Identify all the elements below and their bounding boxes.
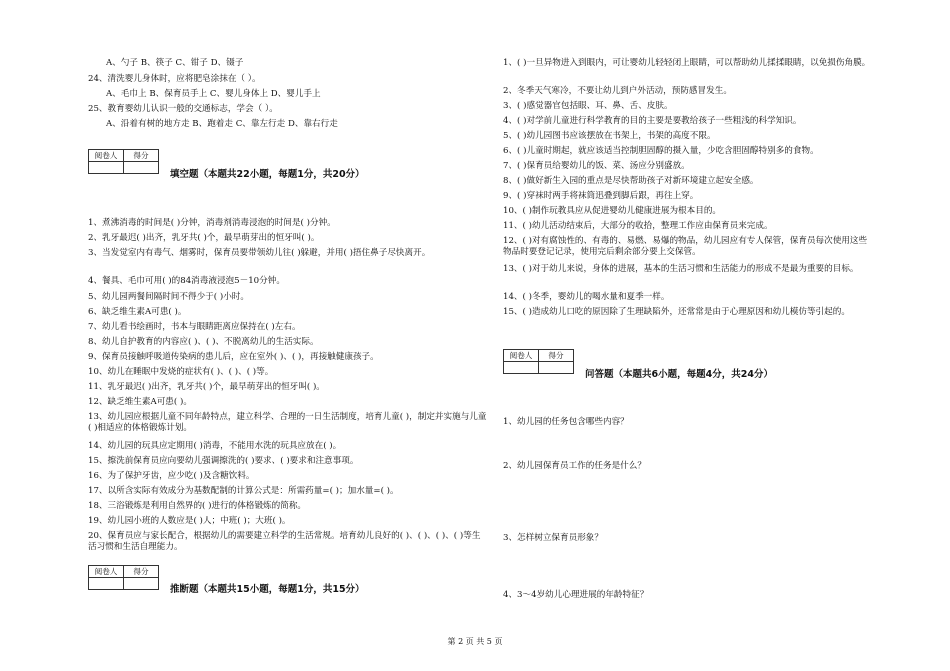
score-label: 得分 bbox=[539, 350, 574, 362]
judge-item-5: 5、( )幼儿园图书应该摆放在书架上，书架的高度不限。 bbox=[503, 131, 716, 141]
judge-item-9: 9、( )穿袜时两手将袜筒迅叠到脚后跟，再往上穿。 bbox=[503, 191, 699, 201]
fill-item-10: 10、幼儿在睡眠中发烧的症状有( )、( )、( )等。 bbox=[88, 367, 274, 377]
fill-item-18: 18、三浴锻炼是利用自然界的( )进行的体格锻炼的简称。 bbox=[88, 501, 307, 511]
fill-item-17: 17、以所含实际有效成分为基数配制的计算公式是：所需药量=( )；加水量=( )。 bbox=[88, 486, 399, 496]
judge-item-14: 14、( )冬季，婴幼儿的喝水量和夏季一样。 bbox=[503, 292, 670, 302]
fill-item-5: 5、幼儿园两餐间隔时间不得少于( )小时。 bbox=[88, 292, 249, 302]
fill-item-12: 12、缺乏维生素A可患( )。 bbox=[88, 397, 192, 407]
fill-item-7: 7、幼儿看书绘画时，书本与眼睛距离应保持在( )左右。 bbox=[88, 322, 301, 332]
judge-section-title: 推断题（本题共15小题，每题1分，共15分） bbox=[170, 584, 365, 595]
fill-item-19: 19、幼儿园小班的人数应是( )人；中班( )；大班( )。 bbox=[88, 516, 291, 526]
score-label: 得分 bbox=[124, 150, 159, 162]
fill-item-16: 16、为了保护牙齿，应少吃( )及含糖饮料。 bbox=[88, 471, 255, 481]
reviewer-label: 阅卷人 bbox=[89, 566, 124, 578]
fill-item-8: 8、幼儿自护教育的内容应( )、( )、不脱离幼儿的生活实际。 bbox=[88, 337, 319, 347]
fill-item-4: 4、餐具、毛巾可用( )的84消毒液浸泡5－10分钟。 bbox=[88, 276, 285, 286]
judge-item-8: 8、( )做好新生入园的重点是尽快帮助孩子对新环境建立起安全感。 bbox=[503, 176, 759, 186]
score-label: 得分 bbox=[124, 566, 159, 578]
qa-item-2: 2、幼儿园保育员工作的任务是什么？ bbox=[503, 461, 646, 471]
score-box-judge bbox=[88, 565, 159, 590]
qa-section-title: 问答题（本题共6小题，每题4分，共24分） bbox=[585, 369, 773, 380]
judge-item-2: 2、冬季天气寒冷，不要让幼儿到户外活动，预防感冒发生。 bbox=[503, 86, 732, 96]
score-box-qa bbox=[503, 349, 574, 374]
fill-item-1: 1、煮沸消毒的时间是( )分钟，消毒剂消毒浸泡的时间是( )分钟。 bbox=[88, 218, 336, 228]
judge-item-6: 6、( )儿童时期起，就应该适当控制胆固醇的摄入量，少吃含胆固醇特别多的食物。 bbox=[503, 146, 819, 156]
mc-options-25: A、沿着有树的地方走 B、跑着走 C、靠左行走 D、靠右行走 bbox=[106, 119, 338, 129]
judge-item-15: 15、( )造成幼儿口吃的原因除了生理缺陷外，还常常是由于心理原因和幼儿模仿等引起的。 bbox=[503, 307, 850, 317]
mc-question-25: 25、教育婴幼儿认识一般的交通标志，学会（ ）。 bbox=[88, 104, 278, 114]
qa-item-4: 4、3～4岁幼儿心理进展的年龄特征？ bbox=[503, 590, 649, 600]
fill-item-2: 2、乳牙最迟( )出齐，乳牙共( )个，最早萌芽出的恒牙叫( )。 bbox=[88, 233, 320, 243]
judge-item-4: 4、( )对学前儿童进行科学教育的目的主要是要教给孩子一些粗浅的科学知识。 bbox=[503, 116, 802, 126]
fill-item-9: 9、保育员接触呼吸道传染病的患儿后，应在室外( )、( )，再接触健康孩子。 bbox=[88, 352, 379, 362]
judge-item-10: 10、( )制作玩教具应从促进婴幼儿健康进展为根本目的。 bbox=[503, 206, 722, 216]
fill-item-6: 6、缺乏维生素A可患( )。 bbox=[88, 307, 187, 317]
reviewer-cell bbox=[89, 578, 124, 590]
judge-item-13: 13、( )对于幼儿来说，身体的进展，基本的生活习惯和生活能力的形成不是最为重要的目标。 bbox=[503, 264, 859, 274]
qa-item-3: 3、怎样树立保育员形象？ bbox=[503, 533, 603, 543]
fill-item-14: 14、幼儿园的玩具应定期用( )消毒，不能用水洗的玩具应放在( )。 bbox=[88, 441, 342, 451]
score-cell bbox=[124, 162, 159, 174]
judge-item-1: 1、( )一旦异物进入到眼内，可让婴幼儿轻轻闭上眼睛，可以帮助幼儿揉揉眼睛，以免损伤角膜。 bbox=[503, 58, 871, 68]
judge-item-7: 7、( )保育员给婴幼儿的饭、菜、汤应分别盛放。 bbox=[503, 161, 690, 171]
fill-item-15: 15、擦洗前保育员应向要幼儿强调擦洗的( )要求、( )要求和注意事项。 bbox=[88, 456, 359, 466]
page-footer: 第 2 页 共 5 页 bbox=[447, 637, 503, 646]
fill-item-11: 11、乳牙最迟( )出齐，乳牙共( )个，最早萌芽出的恒牙叫( )。 bbox=[88, 382, 325, 392]
reviewer-cell bbox=[89, 162, 124, 174]
fill-item-3: 3、当发觉室内有毒气、烟雾时，保育员要带领幼儿往( )躲避，并用( )捂住鼻子尽快离开。 bbox=[88, 248, 431, 258]
score-box-fill bbox=[88, 149, 159, 174]
reviewer-cell bbox=[504, 362, 539, 374]
reviewer-label: 阅卷人 bbox=[89, 150, 124, 162]
fill-item-13: 13、幼儿园应根据儿童不同年龄特点，建立科学、合理的一日生活制度，培育儿童( )，制定并实施与儿童( )相适应的体格锻炼计划。 bbox=[88, 412, 487, 433]
judge-item-3: 3、( )感觉器官包括眼、耳、鼻、舌、皮肤。 bbox=[503, 101, 673, 111]
qa-item-1: 1、幼儿园的任务包含哪些内容？ bbox=[503, 417, 629, 427]
score-cell bbox=[539, 362, 574, 374]
fill-section-title: 填空题（本题共22小题，每题1分，共20分） bbox=[170, 169, 365, 180]
mc-option-line: A、勺子 B、筷子 C、钳子 D、镊子 bbox=[106, 58, 244, 68]
mc-options-24: A、毛巾上 B、保育员手上 C、婴儿身体上 D、婴儿手上 bbox=[106, 89, 321, 99]
reviewer-label: 阅卷人 bbox=[504, 350, 539, 362]
score-cell bbox=[124, 578, 159, 590]
fill-item-20: 20、保育员应与家长配合，根据幼儿的需要建立科学的生活常规。培育幼儿良好的( )、( )、( )、( )等生活习惯和生活自理能力。 bbox=[88, 531, 481, 552]
mc-question-24: 24、清洗婴儿身体时，应将肥皂涂抹在（ ）。 bbox=[88, 74, 261, 84]
judge-item-12: 12、( )对有腐蚀性的、有毒的、易燃、易爆的物品，幼儿园应有专人保管，保育员每次使用这些物品时要登记记录，使用完后剩余部分要上交保管。 bbox=[503, 236, 868, 257]
judge-item-11: 11、( )幼儿活动结束后，大部分的收拾，整理工作应由保育员来完成。 bbox=[503, 221, 773, 231]
